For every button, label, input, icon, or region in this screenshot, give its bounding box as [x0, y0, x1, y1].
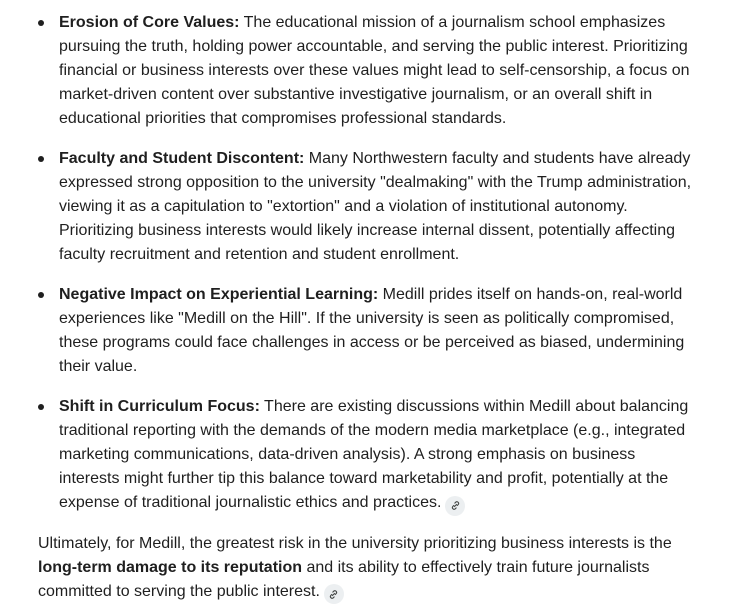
list-item-title: Faculty and Student Discontent:: [59, 150, 305, 167]
list-item: [38, 147, 698, 267]
list-item: [38, 395, 698, 516]
link-icon: [328, 589, 339, 600]
link-icon: [450, 500, 461, 511]
risk-list: [38, 11, 698, 516]
list-item: [38, 283, 698, 379]
bullet-icon: [38, 404, 44, 410]
conclusion-paragraph: [38, 532, 698, 605]
bullet-icon: [38, 292, 44, 298]
list-item-title: Shift in Curriculum Focus:: [59, 398, 260, 415]
source-link-button[interactable]: [324, 584, 344, 604]
list-item-title: Erosion of Core Values:: [59, 14, 240, 31]
list-item-text: Many Northwestern faculty and students have already expressed strong opposition to the university "dealmaking" with the Trump administration, viewing it as a capitulation to "extortion" and a violation of institutional autonomy. Prioritizing business interests would likely increase internal dissent, potentially affecting faculty recruitment and retention and student enrollment.: [59, 150, 692, 263]
bullet-icon: [38, 20, 44, 26]
conclusion-text-end: and its ability to effectively train future journalists committed to serving the public interest.: [38, 558, 650, 600]
list-item-text: Medill prides itself on hands-on, real-world experiences like "Medill on the Hill". If the university is seen as politically compromised, these programs could face challenges in access or be perceived as biased, undermining their value.: [59, 286, 685, 375]
list-item: [38, 11, 698, 131]
list-item-text: The educational mission of a journalism school emphasizes pursuing the truth, holding power accountable, and serving the public interest. Prioritizing financial or business interests over these values might lead to self-censorship, a focus on market-driven content over substantive investigative journalism, or an overall shift in educational priorities that compromises professional standards.: [59, 14, 690, 127]
conclusion-text-start: Ultimately, for Medill, the greatest risk in the university prioritizing business interests is the: [38, 534, 672, 552]
source-link-button[interactable]: [445, 496, 465, 516]
conclusion-emphasis: long-term damage to its reputation: [38, 558, 303, 576]
list-item-title: Negative Impact on Experiential Learning:: [59, 286, 379, 303]
list-item-text: There are existing discussions within Medill about balancing traditional reporting with the demands of the modern media marketplace (e.g., integrated marketing communications, data-driven analysis). A strong emphasis on business interests might further tip this balance toward marketability and profit, potentially at the expense of traditional journalistic ethics and practices.: [59, 398, 689, 511]
bullet-icon: [38, 156, 44, 162]
